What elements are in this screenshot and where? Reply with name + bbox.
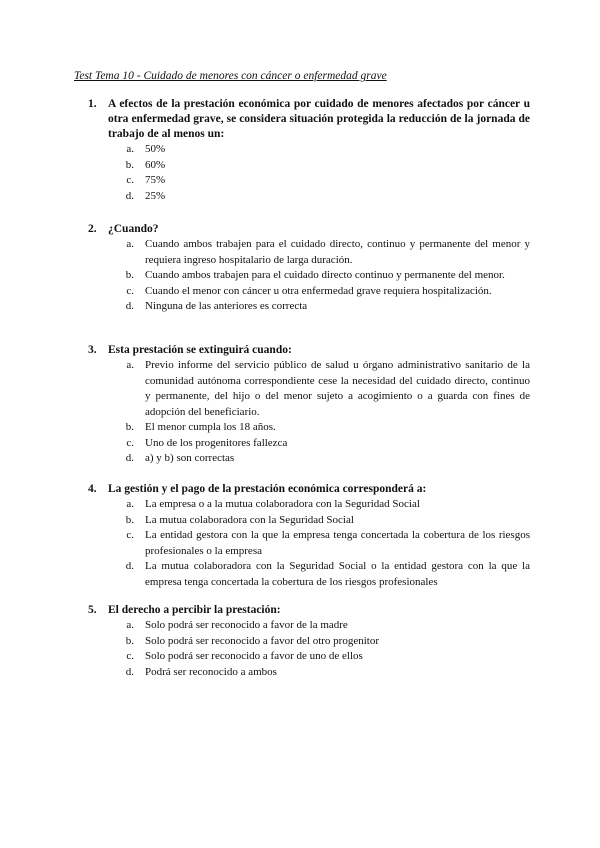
document-title: Test Tema 10 - Cuidado de menores con cáncer o enfermedad grave: [74, 70, 387, 82]
option-list: [88, 497, 530, 590]
option-d: d. Podrá ser reconocido a ambos: [125, 665, 277, 678]
option-c: c. La entidad gestora con la que la empresa tenga concertada la cobertura de los riesgos profesionales o la empresa: [126, 529, 530, 557]
question-2: [88, 222, 530, 315]
question-3: [88, 343, 530, 467]
question-number: 4.: [88, 483, 97, 495]
question-text: A efectos de la prestación económica por cuidado de menores afectados por cáncer u otra enfermedad grave, se considera situación protegida la reducción de la jornada de trabajo de al menos un:: [108, 98, 530, 140]
option-b: b. 60%: [125, 158, 166, 171]
question-number: 2.: [88, 223, 97, 235]
question-header: [88, 222, 530, 237]
question-header: [88, 97, 530, 142]
question-number: 5.: [88, 604, 97, 616]
question-text: ¿Cuando?: [108, 223, 159, 235]
option-a: a. La empresa o a la mutua colaboradora con la Seguridad Social: [126, 498, 420, 510]
question-header: [88, 482, 530, 497]
option-b: b. La mutua colaboradora con la Seguridad Social: [125, 513, 354, 526]
option-a: a. Previo informe del servicio público de salud u órgano administrativo sanitario de la comunidad autónoma correspondiente cese la necesidad del cuidado directo, continuo y permanente, del hijo o del menor sujeto a acogimiento o a guarda con fines de adopción del beneficiario.: [126, 359, 530, 418]
question-number: 3.: [88, 344, 97, 356]
option-b: b. Solo podrá ser reconocido a favor del otro progenitor: [125, 634, 379, 647]
option-a: a. Cuando ambos trabajen para el cuidado directo, continuo y permanente del menor y requiera ingreso hospitalario de larga duración.: [126, 238, 530, 266]
question-4: [88, 482, 530, 590]
option-c: c. 75%: [126, 174, 166, 186]
option-c: c. Solo podrá ser reconocido a favor de uno de ellos: [126, 650, 363, 662]
option-list: [88, 358, 530, 467]
option-list: [88, 237, 530, 315]
option-list: [88, 142, 530, 204]
question-header: [88, 343, 530, 358]
question-number: 1.: [88, 98, 97, 110]
question-text: Esta prestación se extinguirá cuando:: [108, 344, 292, 356]
question-text: El derecho a percibir la prestación:: [108, 604, 281, 616]
question-1: [88, 97, 530, 204]
option-c: c. Cuando el menor con cáncer u otra enfermedad grave requiera hospitalización.: [126, 284, 492, 297]
option-d: d. Ninguna de las anteriores es correcta: [125, 300, 308, 312]
option-b: b. El menor cumpla los 18 años.: [125, 421, 276, 433]
question-header: [88, 603, 530, 618]
option-a: a. Solo podrá ser reconocido a favor de la madre: [126, 619, 348, 631]
option-d: d. La mutua colaboradora con la Seguridad Social o la entidad gestora con la que la empresa tenga concertada la cobertura de los riesgos profesionales: [125, 560, 530, 588]
option-list: [88, 618, 530, 680]
option-c: c. Uno de los progenitores fallezca: [126, 436, 288, 449]
option-a: a. 50%: [126, 143, 166, 155]
option-d: d. a) y b) son correctas: [125, 452, 235, 464]
option-d: d. 25%: [125, 189, 166, 202]
question-5: [88, 603, 530, 680]
question-text: La gestión y el pago de la prestación económica corresponderá a:: [108, 483, 427, 495]
option-b: b. Cuando ambos trabajen para el cuidado directo continuo y permanente del menor.: [125, 269, 505, 281]
